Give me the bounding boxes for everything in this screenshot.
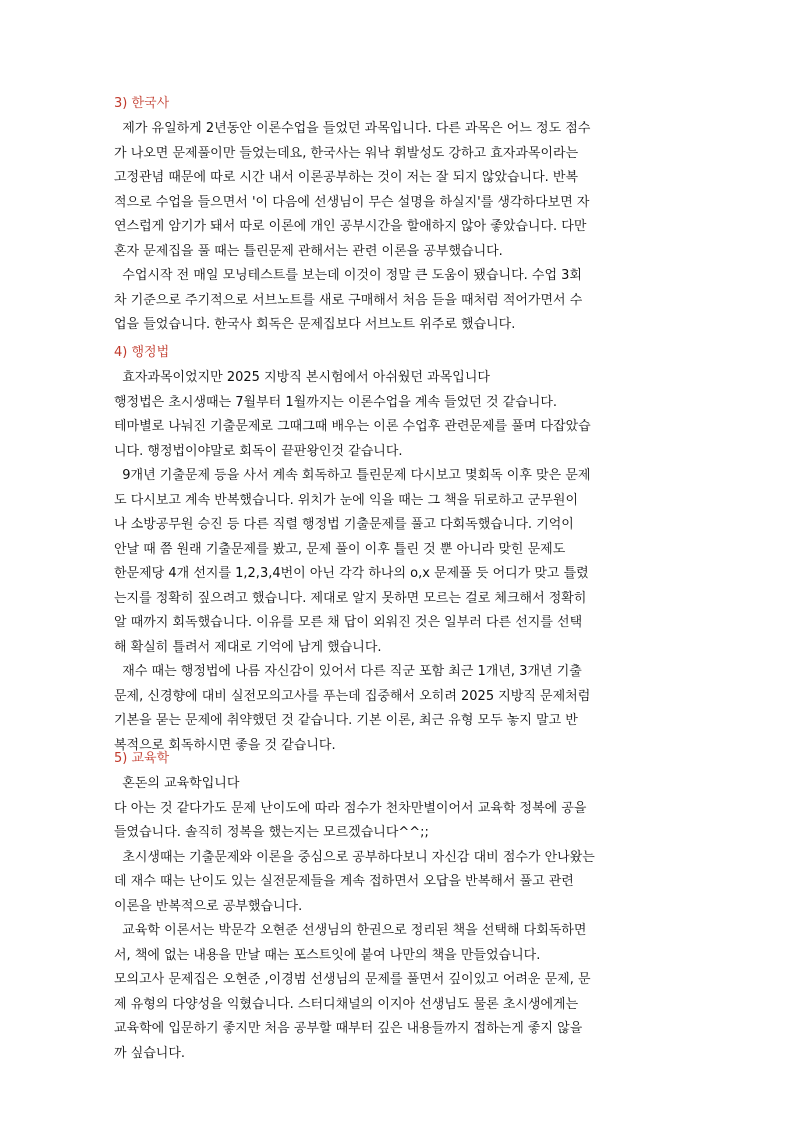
paragraph-line: 한문제당 4개 선지를 1,2,3,4번이 아닌 각각 하나의 o,x 문제풀 듯 어디가 맞고 틀렸 xyxy=(114,566,589,581)
paragraph-line: 고정관념 때문에 따로 시간 내서 이론공부하는 것이 저는 잘 되지 않았습니다. 반복 xyxy=(114,170,579,185)
section-administrative-law xyxy=(114,340,686,758)
paragraph-line: 까 싶습니다. xyxy=(114,1045,186,1061)
paragraph-line: 다 아는 것 같다가도 문제 난이도에 따라 점수가 천차만별이어서 교육학 정복에 공을 xyxy=(114,800,587,816)
paragraph-line: 혼돈의 교육학입니다 xyxy=(114,776,240,791)
section-korean-history xyxy=(114,91,686,338)
paragraph-line: 업을 들었습니다. 한국사 회독은 문제집보다 서브노트 위주로 했습니다. xyxy=(114,317,516,332)
paragraph-line: 안날 때 쯤 원래 기출문제를 봤고, 문제 풀이 이후 틀린 것 뿐 아니라 맞힌 문제도 xyxy=(114,541,566,557)
section-heading: 4) 행정법 xyxy=(114,345,170,360)
paragraph-line: 니다. 행정법이야말로 회독이 끝판왕인것 같습니다. xyxy=(114,443,403,459)
paragraph-line: 해 확실히 틀려서 제대로 기억에 남게 했습니다. xyxy=(114,639,382,655)
paragraph-line: 수업시작 전 매일 모닝테스트를 보는데 이것이 정말 큰 도움이 됐습니다. 수업 3회 xyxy=(114,268,582,283)
paragraph-line: 알 때까지 회독했습니다. 이유를 모른 채 답이 외워진 것은 일부러 다른 선지를 선택 xyxy=(114,615,583,630)
paragraph-line: 들였습니다. 솔직히 정복을 했는지는 모르겠습니다^^;; xyxy=(114,825,429,840)
section-heading: 5) 교육학 xyxy=(114,751,170,766)
paragraph-line: 복적으로 회독하시면 좋을 것 같습니다. xyxy=(114,737,336,753)
paragraph-line: 재수 때는 행정법에 나름 자신감이 있어서 다른 직군 포함 최근 1개년, 3개년 기출 xyxy=(114,664,582,679)
paragraph-line: 기본을 묻는 문제에 취약했던 것 같습니다. 기본 이론, 최근 유형 모두 놓지 말고 반 xyxy=(114,713,578,728)
paragraph-line: 제 유형의 다양성을 익혔습니다. 스터디채널의 이지아 선생님도 물론 초시생에게는 xyxy=(114,996,579,1012)
paragraph-line: 도 다시보고 계속 반복했습니다. 위치가 눈에 익을 때는 그 책을 뒤로하고 군무원이 xyxy=(114,492,579,508)
paragraph-line: 교육학에 입문하기 좋지만 처음 공부할 때부터 깊은 내용들까지 접하는게 좋지 않을 xyxy=(114,1021,583,1036)
paragraph-line: 이론을 반복적으로 공부했습니다. xyxy=(114,898,303,914)
paragraph-line: 제가 유일하게 2년동안 이론수업을 들었던 과목입니다. 다른 과목은 어느 정도 점수 xyxy=(114,121,591,136)
paragraph-line: 데 재수 때는 난이도 있는 실전문제들을 계속 접하면서 오답을 반복해서 풀고 관련 xyxy=(114,874,574,889)
section-education xyxy=(114,746,686,1066)
paragraph-line: 서, 책에 없는 내용을 만날 때는 포스트잇에 붙여 나만의 책을 만들었습니다. xyxy=(114,947,541,963)
paragraph-line: 나 소방공무원 승진 등 다른 직렬 행정법 기출문제를 풀고 다회독했습니다. 기억이 xyxy=(114,517,574,532)
paragraph-line: 효자과목이었지만 2025 지방직 본시험에서 아쉬웠던 과목입니다 xyxy=(114,370,490,385)
paragraph-line: 혼자 문제집을 풀 때는 틀린문제 관해서는 관련 이론을 공부했습니다. xyxy=(114,243,503,259)
paragraph-line: 는지를 정확히 짚으려고 했습니다. 제대로 알지 못하면 모르는 걸로 체크해서 정확히 xyxy=(114,590,587,606)
paragraph-line: 9개년 기출문제 등을 사서 계속 회독하고 틀린문제 다시보고 몇회독 이후 맞은 문제 xyxy=(114,468,591,483)
paragraph-line: 가 나오면 문제풀이만 들었는데요, 한국사는 워낙 휘발성도 강하고 효자과목이라는 xyxy=(114,145,579,161)
paragraph-line: 테마별로 나눠진 기출문제로 그때그때 배우는 이론 수업후 관련문제를 풀며 다잡았습 xyxy=(114,419,591,434)
paragraph-line: 적으로 수업을 들으면서 '이 다음에 선생님이 무슨 설명을 하실지'를 생각하다보면 자 xyxy=(114,194,590,210)
paragraph-line: 연스럽게 암기가 돼서 따로 이론에 개인 공부시간을 할애하지 않아 좋았습니다. 다만 xyxy=(114,219,587,234)
paragraph-line: 차 기준으로 주기적으로 서브노트를 새로 구매해서 처음 듣을 때처럼 적어가면서 수 xyxy=(114,292,583,308)
paragraph-line: 행정법은 초시생때는 7월부터 1월까지는 이론수업을 계속 들었던 것 같습니다. xyxy=(114,394,558,410)
paragraph-line: 문제, 신경향에 대비 실전모의고사를 푸는데 집중해서 오히려 2025 지방직 문제처럼 xyxy=(114,688,591,704)
section-heading: 3) 한국사 xyxy=(114,96,170,111)
paragraph-line: 교육학 이론서는 박문각 오현준 선생님의 한권으로 정리된 책을 선택해 다회독하면 xyxy=(114,923,587,938)
paragraph-line: 초시생때는 기출문제와 이론을 중심으로 공부하다보니 자신감 대비 점수가 안나왔는 xyxy=(114,849,595,865)
paragraph-line: 모의고사 문제집은 오현준 ,이경범 선생님의 문제를 풀면서 깊이있고 어려운 문제, 문 xyxy=(114,972,591,987)
